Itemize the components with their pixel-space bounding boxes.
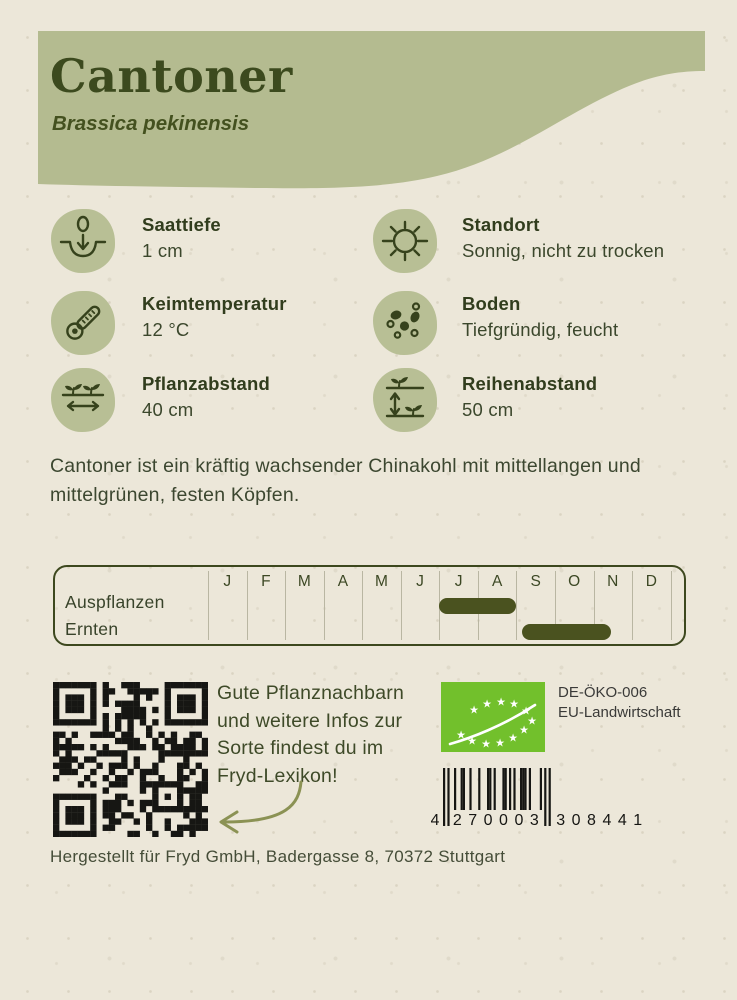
barcode-digit: 0 <box>514 812 524 829</box>
eu-star: ★ <box>509 697 519 711</box>
thermometer-icon <box>51 291 115 355</box>
barcode-digit: 2 <box>452 812 462 829</box>
info-item-boden <box>462 293 618 341</box>
eu-star: ★ <box>456 728 466 742</box>
barcode-digit: 0 <box>571 812 581 829</box>
info-label: Boden <box>462 293 521 314</box>
barcode-digit: 7 <box>468 812 478 829</box>
info-item-standort <box>462 214 664 262</box>
calendar-month-label: J <box>416 573 424 590</box>
organic-certification <box>558 683 681 723</box>
eu-star: ★ <box>467 734 477 748</box>
calendar-row-label: Auspflanzen <box>65 592 165 612</box>
eu-star: ★ <box>469 703 479 717</box>
barcode-digit: 1 <box>633 812 643 829</box>
info-value: 12 °C <box>142 319 190 340</box>
organic-code: DE-ÖKO-006 <box>558 684 648 701</box>
info-value: 40 cm <box>142 399 194 420</box>
barcode-digit: 3 <box>556 812 566 829</box>
info-label: Saattiefe <box>142 214 221 235</box>
row-spacing-icon <box>373 368 437 432</box>
eu-star: ★ <box>495 736 505 750</box>
eu-star: ★ <box>496 695 506 709</box>
calendar-month-label: D <box>645 573 657 590</box>
plant-spacing-icon <box>51 368 115 432</box>
calendar-month-label: J <box>223 573 232 590</box>
curved-arrow-icon <box>205 778 320 836</box>
eu-star: ★ <box>508 731 518 745</box>
sowing-calendar <box>53 565 686 646</box>
variety-title: Cantoner <box>50 49 293 103</box>
qr-code <box>53 682 208 837</box>
calendar-month-label: A <box>337 573 349 590</box>
seed-depth-icon <box>51 209 115 273</box>
calendar-month-label: O <box>568 573 581 590</box>
info-label: Keimtemperatur <box>142 293 287 314</box>
eu-star: ★ <box>519 723 529 737</box>
calendar-month-label: J <box>454 573 463 590</box>
calendar-month-label: S <box>530 573 541 590</box>
calendar-bar-ernten <box>522 624 611 640</box>
info-value: 50 cm <box>462 399 514 420</box>
info-label: Pflanzabstand <box>142 373 271 394</box>
info-item-pflanzabstand <box>142 373 270 421</box>
botanical-name: Brassica pekinensis <box>52 112 250 135</box>
eu-star: ★ <box>527 714 537 728</box>
calendar-tick <box>671 571 672 640</box>
barcode-digit: 4 <box>431 812 440 829</box>
ean-barcode <box>431 768 666 830</box>
info-label: Reihenabstand <box>462 373 598 394</box>
manufacturer-line: Hergestellt für Fryd GmbH, Badergasse 8, 70372 Stuttgart <box>50 847 506 866</box>
barcode-digit: 0 <box>499 812 508 829</box>
calendar-month-label: M <box>375 573 388 590</box>
info-value: Tiefgründig, feucht <box>462 319 619 340</box>
calendar-month-label: N <box>607 573 619 590</box>
info-item-keimtemperatur <box>142 293 287 341</box>
barcode-digit: 4 <box>602 812 612 829</box>
barcode-digit: 0 <box>483 812 493 829</box>
calendar-month-label: M <box>297 573 311 590</box>
eu-star: ★ <box>521 704 531 718</box>
organic-scheme: EU-Landwirtschaft <box>558 704 681 721</box>
soil-icon <box>373 291 437 355</box>
eu-star: ★ <box>482 697 492 711</box>
barcode-digit: 8 <box>587 812 596 829</box>
barcode-digit: 3 <box>529 812 539 829</box>
calendar-month-label: A <box>491 573 503 590</box>
info-item-saattiefe <box>142 214 221 262</box>
info-item-reihenabstand <box>462 373 597 421</box>
info-label: Standort <box>462 214 540 235</box>
info-value: Sonnig, nicht zu trocken <box>462 240 665 261</box>
sun-icon <box>373 209 437 273</box>
eu-organic-logo <box>441 682 545 752</box>
variety-description: Cantoner ist ein kräftig wachsender Chinakohl mit mittellangen und mittelgrünen, festen Köpfen. <box>50 455 641 506</box>
eu-star: ★ <box>481 737 491 751</box>
calendar-bar-auspflanzen <box>439 598 516 614</box>
lexikon-note: Gute Pflanznachbarn und weitere Infos zur Sorte findest du im Fryd-Lexikon! <box>217 682 405 787</box>
calendar-row-label: Ernten <box>65 619 119 639</box>
calendar-month-label: F <box>261 573 271 590</box>
barcode-digit: 4 <box>617 812 627 829</box>
info-value: 1 cm <box>142 240 183 261</box>
